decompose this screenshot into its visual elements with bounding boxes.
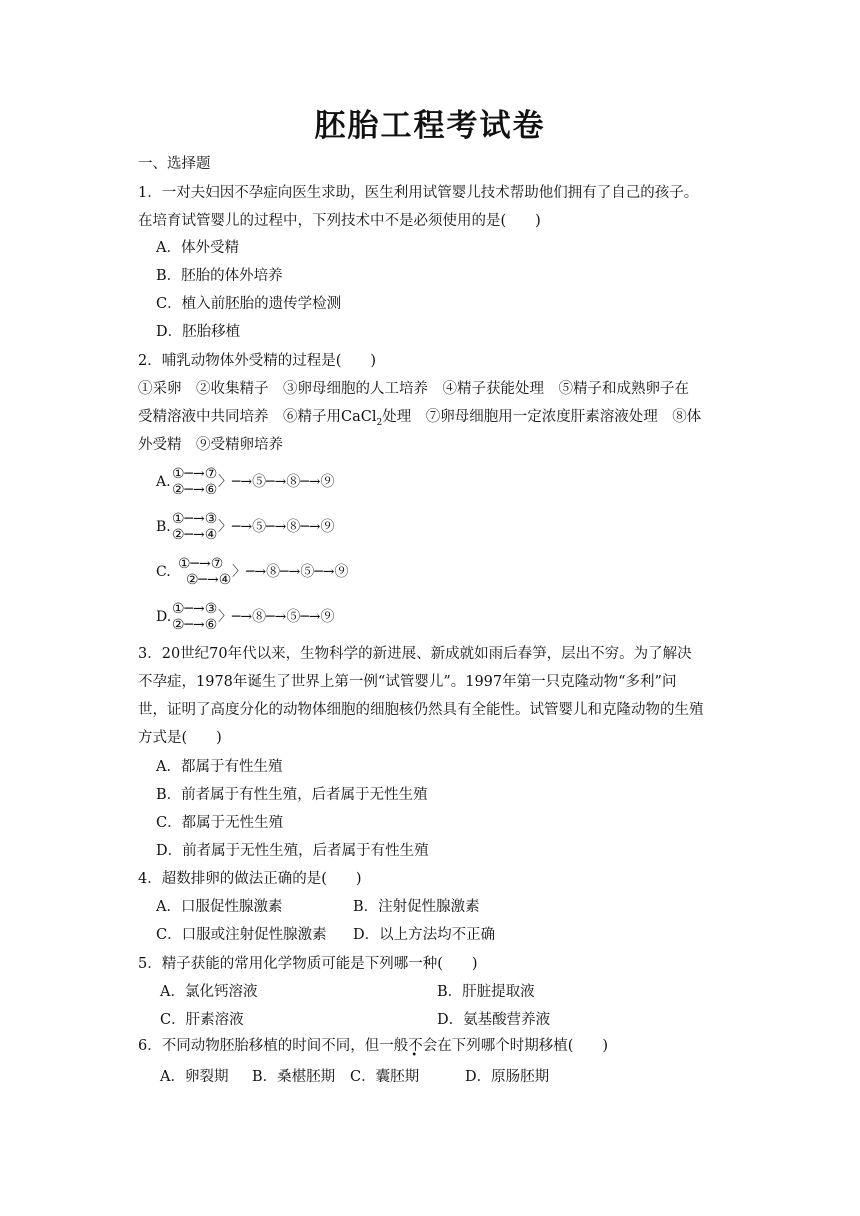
q1-option-d: D．胚胎移植: [156, 324, 241, 340]
q5-stem: 5．精子获能的常用化学物质可能是下列哪一种( ): [138, 956, 478, 972]
q6-stem: 6．不同动物胚胎移植的时间不同，但一般不会在下列哪个时期移植( ): [138, 1038, 609, 1054]
q3-stem-line4: 方式是( ): [138, 730, 222, 746]
emphasis-dot: 不: [408, 1038, 423, 1054]
page-title: 胚胎工程考试卷: [314, 108, 546, 144]
q2-stem: 2．哺乳动物体外受精的过程是( ): [138, 353, 377, 369]
q4-option-d: D．以上方法均不正确: [353, 927, 496, 943]
q3-stem-line1: 3．20世纪70年代以来，生物科学的新进展、新成就如雨后春笋，层出不穷。为了解决: [138, 646, 692, 662]
q5-option-d: D．氨基酸营养液: [437, 1012, 551, 1028]
q4-stem: 4．超数排卵的做法正确的是( ): [138, 871, 362, 887]
section-heading: 一、选择题: [138, 156, 211, 172]
q1-option-b: B．胚胎的体外培养: [156, 268, 283, 284]
q3-stem-line2: 不孕症，1978年诞生了世界上第一例“试管婴儿”。1997年第一只克隆动物“多利”问: [138, 674, 677, 690]
q2-steps-line2: 受精溶液中共同培养 ⑥精子用CaCl$_2$处理 ⑦卵母细胞用一定浓度肝素溶液处理 ⑧体: [138, 409, 702, 428]
q2-steps-line1: ①采卵 ②收集精子 ③卵母细胞的人工培养 ④精子获能处理 ⑤精子和成熟卵子在: [138, 381, 689, 397]
q3-option-b: B．前者属于有性生殖，后者属于无性生殖: [156, 787, 428, 803]
q5-option-a: A．氯化钙溶液: [160, 984, 258, 1000]
q6-option-a: A．卵裂期: [160, 1069, 229, 1085]
q5-option-b: B．肝脏提取液: [437, 984, 535, 1000]
q1-option-a: A．体外受精: [156, 240, 239, 256]
q6-option-b: B．桑椹胚期: [252, 1069, 336, 1085]
q5-option-c: C．肝素溶液: [160, 1012, 244, 1028]
q2-steps-line3: 外受精 ⑨受精卵培养: [138, 437, 283, 453]
q1-option-c: C．植入前胚胎的遗传学检测: [156, 296, 342, 312]
q4-option-a: A．口服促性腺激素: [156, 899, 283, 915]
q3-option-a: A．都属于有性生殖: [156, 759, 283, 775]
q1-stem-line2: 在培育试管婴儿的过程中，下列技术中不是必须使用的是( ): [138, 213, 541, 229]
q4-option-c: C．口服或注射促性腺激素: [156, 927, 327, 943]
q3-option-c: C．都属于无性生殖: [156, 815, 284, 831]
q4-option-b: B．注射促性腺激素: [353, 899, 480, 915]
q1-stem-line1: 1．一对夫妇因不孕症向医生求助，医生利用试管婴儿技术帮助他们拥有了自己的孩子。: [138, 185, 699, 201]
q3-option-d: D．前者属于无性生殖，后者属于有性生殖: [156, 843, 429, 859]
q3-stem-line3: 世，证明了高度分化的动物体细胞的细胞核仍然具有全能性。试管婴儿和克隆动物的生殖: [138, 702, 704, 718]
q6-option-d: D．原肠胚期: [465, 1069, 550, 1085]
q6-option-c: C．囊胚期: [350, 1069, 420, 1085]
